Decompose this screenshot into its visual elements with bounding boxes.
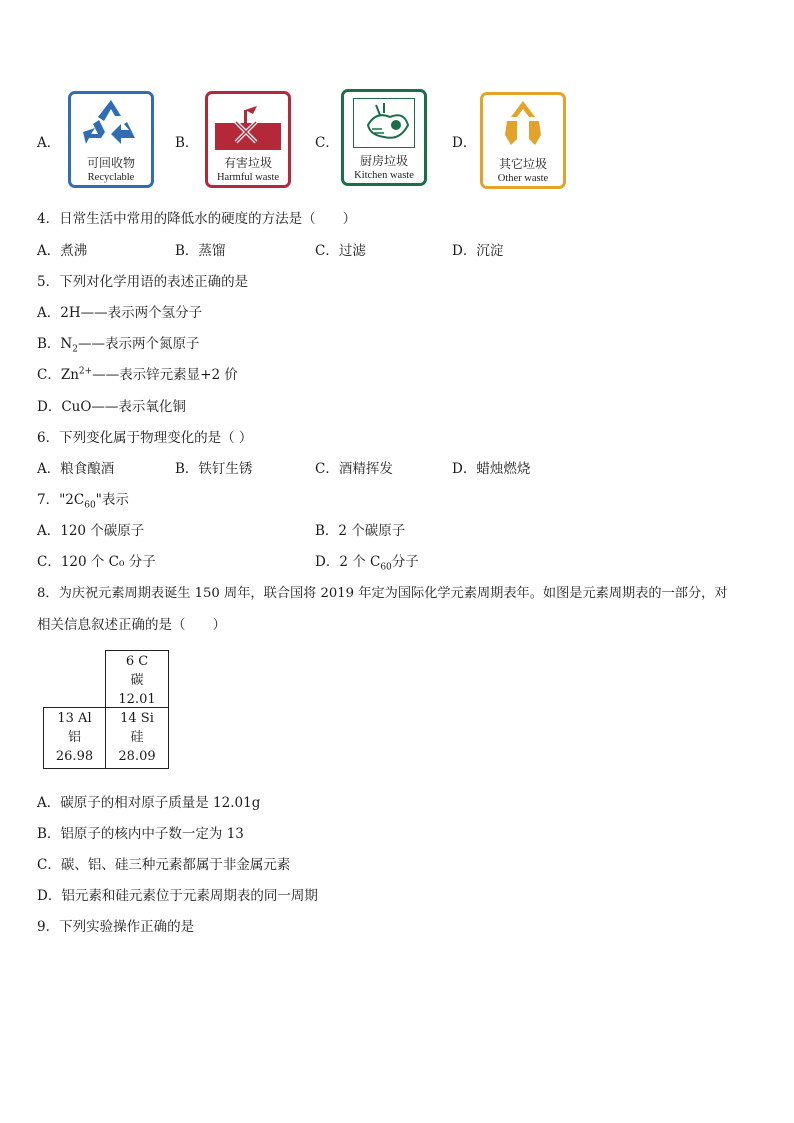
- option-a-letter: A．: [37, 135, 61, 151]
- q4-option-c: C．过滤: [315, 243, 366, 259]
- element-cell-aluminum: [43, 707, 106, 769]
- q7-d-post: 分子: [391, 554, 419, 570]
- q8-option-b: B．铝原子的核内中子数一定为 13: [37, 826, 244, 842]
- element-cell-silicon: [105, 707, 169, 769]
- q5-c-pre: C．Zn: [37, 367, 79, 383]
- recyclable-bin-sign: [68, 91, 154, 188]
- q7-option-b: B．2 个碳原子: [315, 523, 406, 539]
- other-waste-icon: [483, 95, 563, 151]
- recycle-icon: [71, 94, 151, 150]
- element-name: 铝: [67, 730, 81, 745]
- bin-label-cn: 有害垃圾: [223, 156, 272, 170]
- question-5-stem: 5．下列对化学用语的表述正确的是: [37, 274, 249, 290]
- q7-stem-sub: 60: [84, 500, 96, 511]
- q5-b-post: ——表示两个氮原子: [77, 336, 200, 352]
- q7-option-c: C．120 个 C₀ 分子: [37, 554, 156, 570]
- q5-b-sub: 2: [72, 344, 78, 355]
- q7-stem-pre: 7．"2C: [37, 492, 85, 508]
- bin-label-en: Kitchen waste: [354, 170, 414, 181]
- element-number-symbol: 14 Si: [120, 711, 154, 726]
- bin-label-en: Recyclable: [87, 172, 135, 183]
- q7-stem-post: "表示: [95, 492, 129, 508]
- q5-c-post: ——表示锌元素显+2 价: [92, 367, 238, 383]
- harmful-waste-icon: [215, 100, 281, 150]
- q6-option-d: D．蜡烛燃烧: [452, 461, 531, 477]
- question-8-stem-line2: 相关信息叙述正确的是（ ）: [37, 617, 226, 633]
- question-9-stem: 9．下列实验操作正确的是: [37, 919, 195, 935]
- kitchen-bin-sign: [341, 89, 427, 186]
- element-mass: 28.09: [118, 749, 156, 764]
- q4-option-a: A．煮沸: [37, 243, 88, 259]
- element-number-symbol: 13 Al: [57, 711, 92, 726]
- q7-option-a: A．120 个碳原子: [37, 523, 145, 539]
- q5-b-pre: B．N: [37, 336, 73, 352]
- bin-label-cn: 厨房垃圾: [359, 154, 408, 168]
- element-mass: 26.98: [55, 749, 94, 764]
- element-mass: 12.01: [118, 692, 156, 707]
- bin-label-en: Harmful waste: [216, 172, 280, 183]
- q7-d-sub: 60: [380, 562, 392, 573]
- question-6-stem: 6．下列变化属于物理变化的是（ ）: [37, 430, 253, 446]
- q5-option-c: [37, 363, 238, 383]
- q6-option-a: A．粮食酿酒: [37, 461, 115, 477]
- kitchen-waste-icon: [353, 98, 415, 148]
- element-name: 硅: [130, 730, 144, 745]
- question-7-stem: [37, 488, 129, 511]
- q5-option-d: D．CuO——表示氧化铜: [37, 399, 186, 415]
- question-8-stem-line1: 8．为庆祝元素周期表诞生 150 周年，联合国将 2019 年定为国际化学元素周期表年。如图是元素周期表的一部分，对: [37, 586, 728, 601]
- q7-d-pre: D．2 个 C: [315, 554, 381, 570]
- q5-c-sup: 2+: [78, 366, 93, 377]
- other-bin-sign: [480, 92, 566, 189]
- element-name: 碳: [130, 673, 144, 688]
- bin-label-cn: 其它垃圾: [498, 157, 547, 171]
- option-d-letter: D．: [452, 135, 477, 151]
- element-cell-carbon: [105, 650, 169, 708]
- q4-option-b: B．蒸馏: [175, 243, 226, 259]
- option-b-letter: B．: [175, 135, 199, 151]
- q8-option-d: D．铝元素和硅元素位于元素周期表的同一周期: [37, 888, 318, 904]
- q7-option-d: [315, 550, 419, 573]
- question-4-stem: 4．日常生活中常用的降低水的硬度的方法是（ ）: [37, 211, 357, 227]
- bin-label-en: Other waste: [497, 173, 549, 184]
- q5-option-b: [37, 332, 199, 355]
- q6-option-c: C．酒精挥发: [315, 461, 393, 477]
- q8-option-c: C．碳、铝、硅三种元素都属于非金属元素: [37, 857, 291, 873]
- q6-option-b: B．铁钉生锈: [175, 461, 253, 477]
- element-number-symbol: 6 C: [125, 654, 149, 669]
- q4-option-d: D．沉淀: [452, 243, 504, 259]
- harmful-bin-sign: [205, 91, 291, 188]
- option-c-letter: C．: [315, 135, 339, 151]
- bin-label-cn: 可回收物: [86, 156, 135, 170]
- q8-option-a: A．碳原子的相对原子质量是 12.01g: [37, 795, 261, 811]
- q5-option-a: A．2H——表示两个氢分子: [37, 305, 203, 321]
